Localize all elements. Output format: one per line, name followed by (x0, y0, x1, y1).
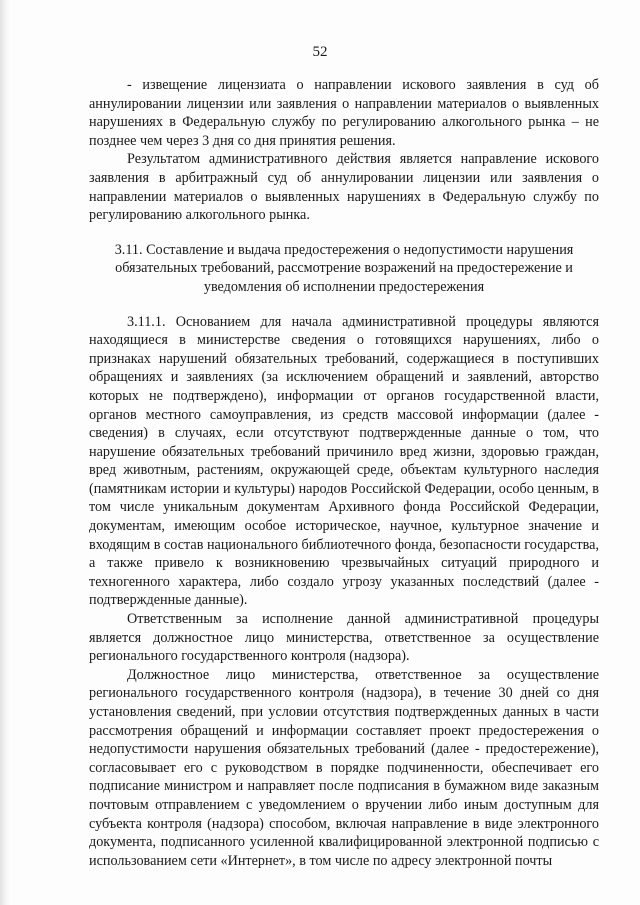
paragraph-result: Результатом административного действия является направление искового заявления в арбитражный суд об аннулировании лицензии или заявления о направлении материалов о выявленных нарушениях в Федеральную службу по регулированию алкогольного рынка. (89, 151, 599, 224)
paragraph-official-duties: Должностное лицо министерства, ответственное за осуществление регионального государственного контроля (надзора), в течение 30 дней со дня установления сведений, при условии отсутствия подтвержденных данных в части рассмотрения обращений и информации составляет проект предостережения о недопустимости нарушения обязательных требований (далее - предостережение), согласовывает его с руководством в порядке подчиненности, обеспечивает его подписание министром и направляет после подписания в бумажном виде заказным почтовым отправлением с уведомлением о вручении либо иным доступным для субъекта контроля (надзора) способом, включая направление в виде электронного документа, подписанного усиленной квалифицированной электронной подписью с использованием сети «Интернет», в том числе по адресу электронной почты (89, 666, 599, 869)
document-body (89, 76, 599, 870)
paragraph-3-11-1: 3.11.1. Основанием для начала административной процедуры являются находящиеся в министерстве сведения о готовящихся нарушениях, либо о признаках нарушений обязательных требований, содержащиеся в поступивших обращениях и заявлениях (за исключением обращений и заявлений, авторство которых не подтверждено), информации от органов государственной власти, органов местного самоуправления, из средств массовой информации (далее - сведения) в случаях, если отсутствуют подтвержденные данные о том, что нарушение обязательных требований причинило вред жизни, здоровью граждан, вред животным, растениям, окружающей среде, объектам культурного наследия (памятникам истории и культуры) народов Российской Федерации, особо ценным, в том числе уникальным документам Архивного фонда Российской Федерации, документам, имеющим особое историческое, научное, культурное значение и входящим в состав национального библиотечного фонда, безопасности государства, а также привело к возникновению чрезвычайных ситуаций природного и техногенного характера, либо создало угрозу указанных последствий (далее - подтвержденные данные). (89, 313, 599, 609)
page-number: 52 (312, 44, 328, 60)
scan-edge (0, 0, 10, 905)
section-heading: 3.11. Составление и выдача предостережения о недопустимости нарушения обязательных требований, рассмотрение возражений на предостережение и уведомления об исполнении предостережения (114, 241, 574, 295)
paragraph-notification: - извещение лицензиата о направлении искового заявления в суд об аннулировании лицензии или заявления о направлении материалов о выявленных нарушениях в Федеральную службу по регулированию алкогольного рынка – не позднее чем через 3 дня со дня принятия решения. (89, 77, 599, 149)
paragraph-responsible: Ответственным за исполнение данной административной процедуры является должностное лицо министерства, ответственное за осуществление регионального государственного контроля (надзора). (89, 611, 599, 665)
